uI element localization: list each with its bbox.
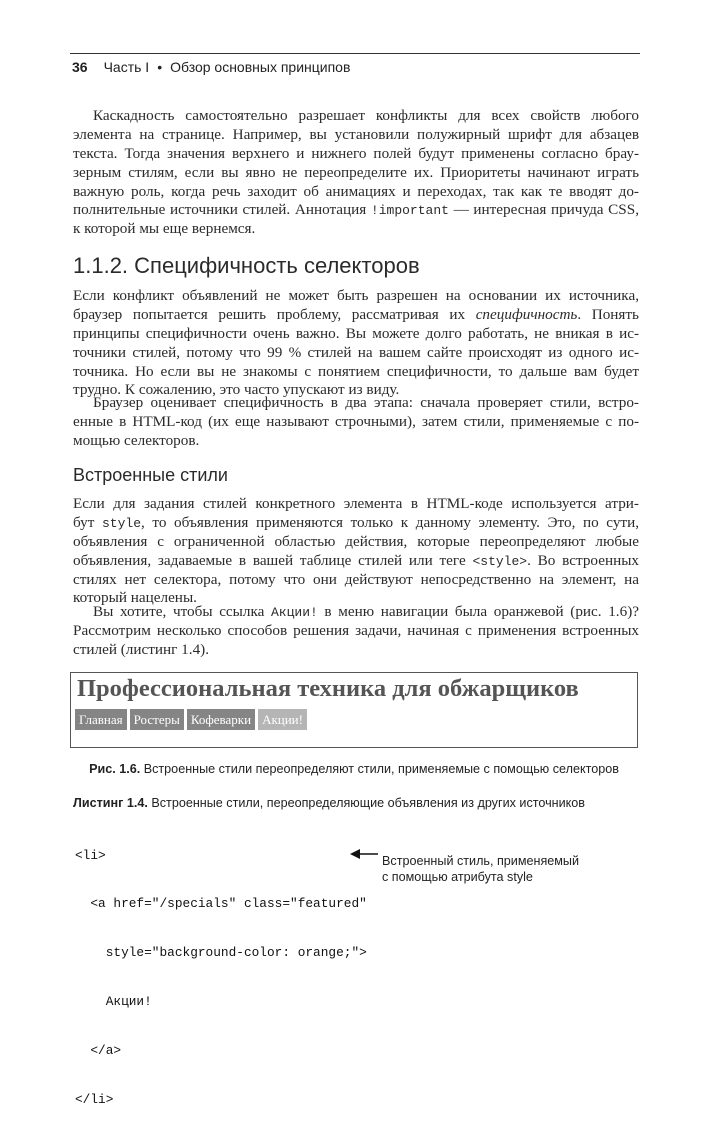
text-line: элемента на странице. Например, вы установили полужирный шрифт для абзацев bbox=[73, 125, 639, 143]
text-run: бут bbox=[73, 513, 102, 531]
code-line: <li> bbox=[75, 847, 106, 863]
subheading: Встроенные стили bbox=[73, 465, 228, 485]
figure-demo-frame bbox=[70, 672, 638, 748]
code-annotation bbox=[382, 853, 579, 885]
text-line: принципы специфичности очень важно. Вы можете долго работать, не вникая в ис- bbox=[73, 324, 639, 342]
text-line: важную роль, когда речь заходит об анимациях и переходах, так как те вводят до- bbox=[73, 182, 639, 200]
caption-text: Встроенные стили переопределяют стили, применяемые с помощью селекторов bbox=[140, 762, 619, 776]
code-line: </a> bbox=[75, 1043, 122, 1059]
text-run: полнительные источники стилей. Аннотация bbox=[73, 201, 371, 219]
specificity-paragraph bbox=[73, 287, 639, 400]
inline-code: Акции! bbox=[270, 605, 318, 620]
text-line: к которой мы еще вернемся. bbox=[73, 220, 256, 238]
text-run: браузер попытается решить проблему, рассматривая их bbox=[73, 305, 476, 323]
text-line: Каскадность самостоятельно разрешает конфликты для всех свойств любого bbox=[93, 107, 639, 124]
text-run: . Во встроенных bbox=[527, 551, 639, 569]
code-line: </li> bbox=[75, 1092, 114, 1108]
header-separator: • bbox=[157, 59, 163, 75]
section-heading: 1.1.2. Специфичность селекторов bbox=[73, 253, 420, 278]
text-run: объявления, задаваемые в вашей таблице стилей или теге bbox=[73, 551, 473, 569]
nav-link-roasters[interactable]: Ростеры bbox=[130, 709, 184, 730]
annotation-arrow-icon bbox=[350, 848, 380, 860]
emphasis-term: специфичность bbox=[475, 305, 578, 323]
demo-site-title: Профессиональная техника для обжарщиков bbox=[77, 675, 579, 702]
text-line: Рассмотрим несколько способов решения задачи, начиная с применения встроенных bbox=[73, 621, 639, 639]
text-run: . Понять bbox=[577, 305, 639, 323]
listing-label: Листинг 1.4. bbox=[73, 796, 148, 810]
nav-link-home[interactable]: Главная bbox=[75, 709, 127, 730]
text-line: который нацелены. bbox=[73, 589, 197, 607]
intro-paragraph bbox=[73, 107, 639, 239]
listing-caption bbox=[73, 796, 585, 810]
inline-styles-paragraph bbox=[73, 495, 639, 608]
header-rule bbox=[70, 53, 640, 54]
code-line: style="background-color: orange;"> bbox=[75, 945, 367, 961]
figure-caption bbox=[0, 762, 708, 776]
question-paragraph bbox=[73, 603, 639, 660]
header-title: Обзор основных принципов bbox=[170, 59, 351, 75]
text-line bbox=[73, 552, 639, 571]
header-part: Часть I bbox=[103, 59, 150, 75]
text-line: стилей (листинг 1.4). bbox=[73, 640, 210, 658]
text-line: объявления с ограниченной областью действия, которые переопределяют любые bbox=[73, 532, 639, 550]
inline-code: style bbox=[102, 515, 142, 531]
caption-label: Рис. 1.6. bbox=[89, 762, 141, 776]
text-line: трудно. К сожалению, это часто упускают из виду. bbox=[73, 381, 400, 399]
annotation-line: с помощью атрибута style bbox=[382, 870, 533, 884]
text-line: точника. Но если вы не знакомы с понятием специфичности, то дальше вам будет bbox=[73, 362, 639, 380]
text-line: текста. Тогда значения верхнего и нижнего полей будут применены согласно брау- bbox=[73, 144, 639, 162]
nav-link-specials[interactable]: Акции! bbox=[258, 709, 307, 730]
page-number: 36 bbox=[72, 59, 88, 75]
text-run: Вы хотите, чтобы ссылка bbox=[93, 603, 271, 620]
code-listing bbox=[75, 815, 367, 1125]
text-line: Если для задания стилей конкретного элемента в HTML-коде используется атри- bbox=[73, 495, 639, 512]
text-line bbox=[73, 306, 639, 325]
inline-code: <style> bbox=[472, 553, 528, 569]
listing-caption-text: Встроенные стили, переопределяющие объявления из других источников bbox=[147, 796, 585, 810]
inline-code: !important bbox=[370, 203, 449, 219]
text-line bbox=[73, 603, 639, 622]
text-line bbox=[73, 201, 639, 220]
text-line bbox=[73, 514, 639, 533]
demo-nav-menu bbox=[75, 709, 307, 730]
text-line: енные в HTML-код (их еще называют строчными), затем стили, применяемые с по- bbox=[73, 412, 639, 430]
text-run: — интересная причуда CSS, bbox=[448, 201, 640, 219]
text-line: зерным стилям, если вы явно не переопределите их. Приоритеты начинают играть bbox=[73, 163, 639, 181]
code-line: <a href="/specials" class="featured" bbox=[75, 896, 367, 912]
code-line: Акции! bbox=[75, 994, 152, 1010]
annotation-line: Встроенный стиль, применяемый bbox=[382, 854, 580, 868]
text-line: точники стилей, потому что 99 % стилей на вашем сайте происходят из одного ис- bbox=[73, 343, 639, 361]
text-line: стилях нет селектора, потому что они действуют непосредственно на элемент, на bbox=[73, 570, 639, 588]
running-header bbox=[72, 59, 350, 75]
text-run: в меню навигации была оранжевой (рис. 1.6)? bbox=[317, 603, 639, 620]
browser-paragraph bbox=[73, 394, 639, 451]
text-line: Если конфликт объявлений не может быть разрешен на основании их источника, bbox=[73, 287, 639, 304]
text-line: Браузер оценивает специфичность в два этапа: сначала проверяет стили, встро- bbox=[93, 394, 639, 411]
nav-link-coffee-makers[interactable]: Кофеварки bbox=[187, 709, 255, 730]
text-run: , то объявления применяются только к данному элементу. Это, по сути, bbox=[141, 513, 639, 531]
text-line: мощью селекторов. bbox=[73, 431, 200, 449]
